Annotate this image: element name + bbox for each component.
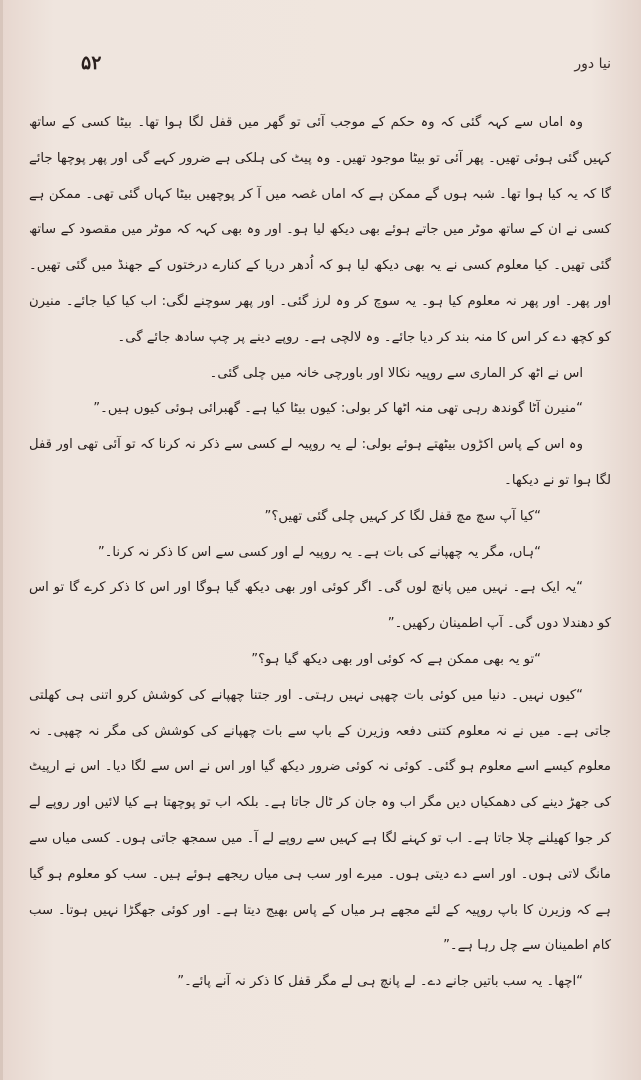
dialogue-paragraph: “کیوں نہیں۔ دنیا میں کوئی بات چھپی نہیں رہتی۔ اور جتنا چھپانے کی کوشش کرو اتنی ہی کھلتی جاتی ہے۔ میں نے نہ معلوم کتنی دفعہ وزیرن کے باپ سے بات چھپانے کی کوشش کی مگر نہ چھپی۔ نہ معلوم کیسے اسے معلوم ہو گئی۔ کوئی نہ کوئی ضرور دیکھ گیا اور اس نے اس سے لگا دیا۔ اس نے ارپیٹ کی جھڑ دینے کی دھمکیاں دیں مگر اب وہ جان کر ٹال جاتا ہے۔ بلکہ اب تو پوچھتا ہے کیا لائیں اور روپے لے کر جوا کھیلنے چلا جاتا ہے۔ اب تو کہنے لگا ہے کہیں سے روپے لے آ۔ میں سمجھ جاتی ہوں۔ کسی میاں سے مانگ لاتی ہوں۔ اور اسے دے دیتی ہوں۔ میرے اور سب ہی میاں ریجھے ہوئے ہیں۔ سب کو معلوم ہو گیا ہے کہ وزیرن کا باپ روپیہ کے لئے مجھے ہر میاں کے پاس بھیج دیتا ہے۔ اور کوئی جھگڑا نہیں ہوتا۔ سب کام اطمینان سے چل رہا ہے۔” [29,687,611,954]
dialogue-paragraph: “یہ ایک ہے۔ نہیں میں پانچ لوں گی۔ اگر کوئی اور بھی دیکھ گیا ہوگا اور اس کا ذکر کرے گا تو اس کو دھندلا دوں گی۔ آپ اطمینان رکھیں۔” [29,580,611,632]
dialogue-paragraph: “منیرن آٹا گوندھ رہی تھی منہ اٹھا کر بولی: کیوں بیٹا کیا ہے۔ گھبرائی ہوئی کیوں ہیں۔” [93,401,583,417]
page-header [33,52,611,82]
narrative-paragraph: وہ اماں سے کہہ گئی کہ وہ حکم کے موجب آئی تو گھر میں قفل لگا ہوا تھا۔ بیٹا کسی کے ساتھ کہیں گئی ہوئی تھیں۔ پھر آئی تو بیٹا موجود تھیں۔ وہ پیٹ کی ہلکی ہے ضرور کہے گی اور پھر پوچھا جائے گا کہ یہ کیا ہوا تھا۔ شبہ ہوں گے ممکن ہے کہ اماں غصہ میں آ کر پوچھیں بیٹا کہاں گئی تھی۔ ممکن ہے کسی نے ان کے ساتھ موٹر میں جاتے ہوئے بھی دیکھ لیا ہو۔ اور وہ بھی کہہ کہ موٹر میں مقصود کے ساتھ گئی تھیں۔ کیا معلوم کسی نے یہ بھی دیکھ لیا ہو کہ اُدھر دریا کے کنارے درختوں کے جھنڈ میں گئی تھیں۔ اور پھر۔ اور پھر نہ معلوم کیا ہو۔ یہ سوچ کر وہ لرز گئی۔ اور پھر سوچنے لگی: اب کیا کیا جائے۔ منیرن کو کچھ دے کر اس کا منہ بند کر دیا جائے۔ وہ لالچی ہے۔ روپے دینے پر چپ سادھ جائے گی۔ [29,115,611,345]
dialogue-paragraph: “تو یہ بھی ممکن ہے کہ کوئی اور بھی دیکھ گیا ہو؟” [251,651,541,667]
narrative-paragraph: وہ اس کے پاس اکڑوں بیٹھتے ہوئے بولی: لے یہ روپیہ لے کسی سے ذکر نہ کرنا کہ تو آئی تھی اور قفل لگا ہوا تو نے دیکھا۔ [29,437,611,488]
page-number: ۵۲ [81,52,102,74]
body-text [29,105,611,1000]
running-head: نیا دور [574,56,611,72]
dialogue-paragraph: “اچھا۔ یہ سب باتیں جانے دے۔ لے پانچ ہی لے مگر قفل کا ذکر نہ آنے پائے۔” [177,974,583,990]
narrative-paragraph: اس نے اٹھ کر الماری سے روپیہ نکالا اور باورچی خانہ میں چلی گئی۔ [209,365,583,381]
dialogue-paragraph: “ہاں، مگر یہ چھپانے کی بات ہے۔ یہ روپیہ لے اور کسی سے اس کا ذکر نہ کرنا۔” [97,544,541,560]
dialogue-paragraph: “کیا آپ سچ مچ قفل لگا کر کہیں چلی گئی تھیں؟” [264,508,541,524]
